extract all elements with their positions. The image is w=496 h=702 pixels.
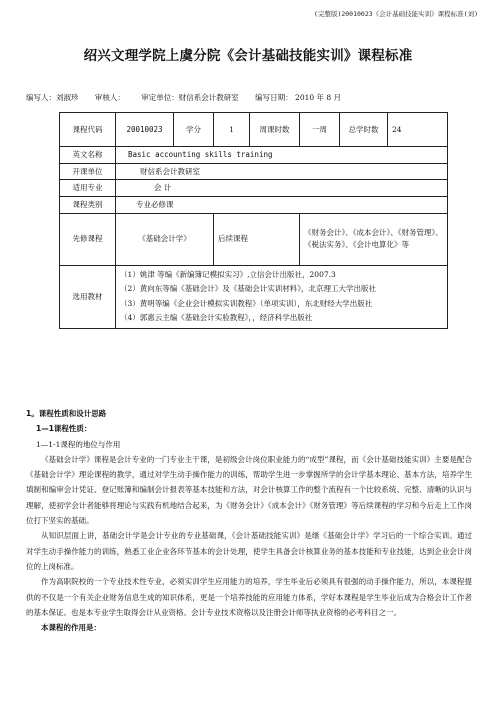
- major-label: 适用专业: [60, 180, 116, 197]
- meta-reviewer: 审核人：: [94, 93, 125, 102]
- follow-up-value: 《财务会计》、《成本会计》、《财务管理》、《税法实务》、《会计电算化》等: [300, 213, 448, 265]
- follow-up-label: 后续课程: [214, 213, 300, 265]
- major-value: 会 计: [116, 180, 448, 197]
- page-title: 绍兴文理学院上虞分院《会计基础技能实训》课程标准: [83, 48, 413, 64]
- table-row: [60, 265, 448, 329]
- table-row: [60, 180, 448, 197]
- prerequisite-label: 先修课程: [60, 213, 116, 265]
- meta-author: 编写人：刘淑珍: [26, 93, 79, 102]
- credit-value: 1: [214, 113, 250, 147]
- list-item: （2）黄向东等编《基础会计》及《基础会计实训材料》，北京理工大学出版社: [120, 284, 377, 294]
- total-hours-value: 24: [388, 113, 448, 147]
- weekly-hours-label: 周课时数: [250, 113, 300, 147]
- paragraph: 从知识层面上讲，基础会计学是会计专业的专业基础课，《会计基础技能实训》是继《基础会计学》学习后的一个综合实训。通过对学生动手操作能力的训练，熟悉工业企业各环节基本的会计处理，使学生具备会计核算业务的基本技能和专业技能，达到企业会计岗位的上岗标准。: [26, 531, 472, 571]
- paragraph: 《基础会计学》课程是会计专业的一门专业主干课，是初级会计岗位职业能力的“成型”课程，而《会计基础技能实训》主要是配合《基础会计学》理论课程的教学，通过对学生动手操作能力的训练，帮助学生进一步掌握所学的会计学基本理论、基本方法，培养学生填制和编审会计凭证、登记账簿和编制会计报表等基本技能和方法，对会计核算工作的整个流程有一个比较系统、完整、清晰的认识与理解，使初学会计者能够将理论与实践有机地结合起来，为《财务会计》《成本会计》《财务管理》等后续课程的学习和今后走上工作岗位打下坚实的基础。: [26, 454, 472, 526]
- list-item: （1）姚津 等编《新编簿记模拟实习》,立信会计出版社，2007.3: [120, 269, 336, 279]
- table-row: [60, 147, 448, 164]
- course-category-label: 课程类别: [60, 196, 116, 213]
- body-content: [26, 406, 472, 635]
- textbook-list: [116, 265, 448, 329]
- table-row: [60, 163, 448, 180]
- role-heading: 本课程的作用是：: [41, 623, 101, 633]
- subsubsection-heading: 1—1-1课程的地位与作用: [36, 439, 121, 449]
- list-item: （4）郭惠云主编《基础会计实验教程》，，经济科学出版社: [120, 313, 313, 323]
- prerequisite-value: 《基础会计学》: [116, 213, 214, 265]
- meta-date: 编写日期： 2010 年 8 月: [255, 93, 342, 102]
- textbook-label: 选用教材: [60, 265, 116, 329]
- subsection-heading: 1—1课程性质：: [36, 424, 92, 434]
- english-name-label: 英文名称: [60, 147, 116, 164]
- course-code-value: 20010023: [116, 113, 174, 147]
- total-hours-label: 总学时数: [340, 113, 388, 147]
- meta-line: [26, 92, 355, 103]
- course-category-value: 专业必修课: [116, 196, 448, 213]
- paragraph: 作为高职院校的一个专业技术性专业，必须实训学生应用能力的培养，学生毕业后必须具有很强的动手操作能力，所以，本课程提供的不仅是一个有关企业财务信息生成的知识体系，更是一个培养技能的应用能力体系，学好本课程是学生毕业后成为合格会计工作者的基本保证。也是本专业学生取得会计从业资格、会计专业技术资格以及注册会计师等执业资格的必考科目之一。: [26, 577, 472, 617]
- table-row: [60, 196, 448, 213]
- section-heading: 1。课程性质和设计思路: [26, 409, 107, 418]
- course-info-table: [59, 112, 448, 329]
- credit-label: 学分: [174, 113, 214, 147]
- english-name-value: Basic accounting skills training: [116, 147, 448, 164]
- running-header: (完整版)20010023《会计基础技能实训》课程标准(刘): [314, 10, 478, 18]
- course-code-label: 课程代码: [60, 113, 116, 147]
- offering-unit-value: 财信系会计教研室: [116, 163, 448, 180]
- list-item: （3）黄明等编《企业会计模拟实训教程》（单项实训），东北财经大学出版社: [120, 298, 373, 308]
- meta-unit: 审定单位：财信系会计教研室: [141, 93, 239, 102]
- offering-unit-label: 开课单位: [60, 163, 116, 180]
- table-row: [60, 113, 448, 147]
- table-row: [60, 213, 448, 265]
- weekly-hours-value: 一周: [300, 113, 340, 147]
